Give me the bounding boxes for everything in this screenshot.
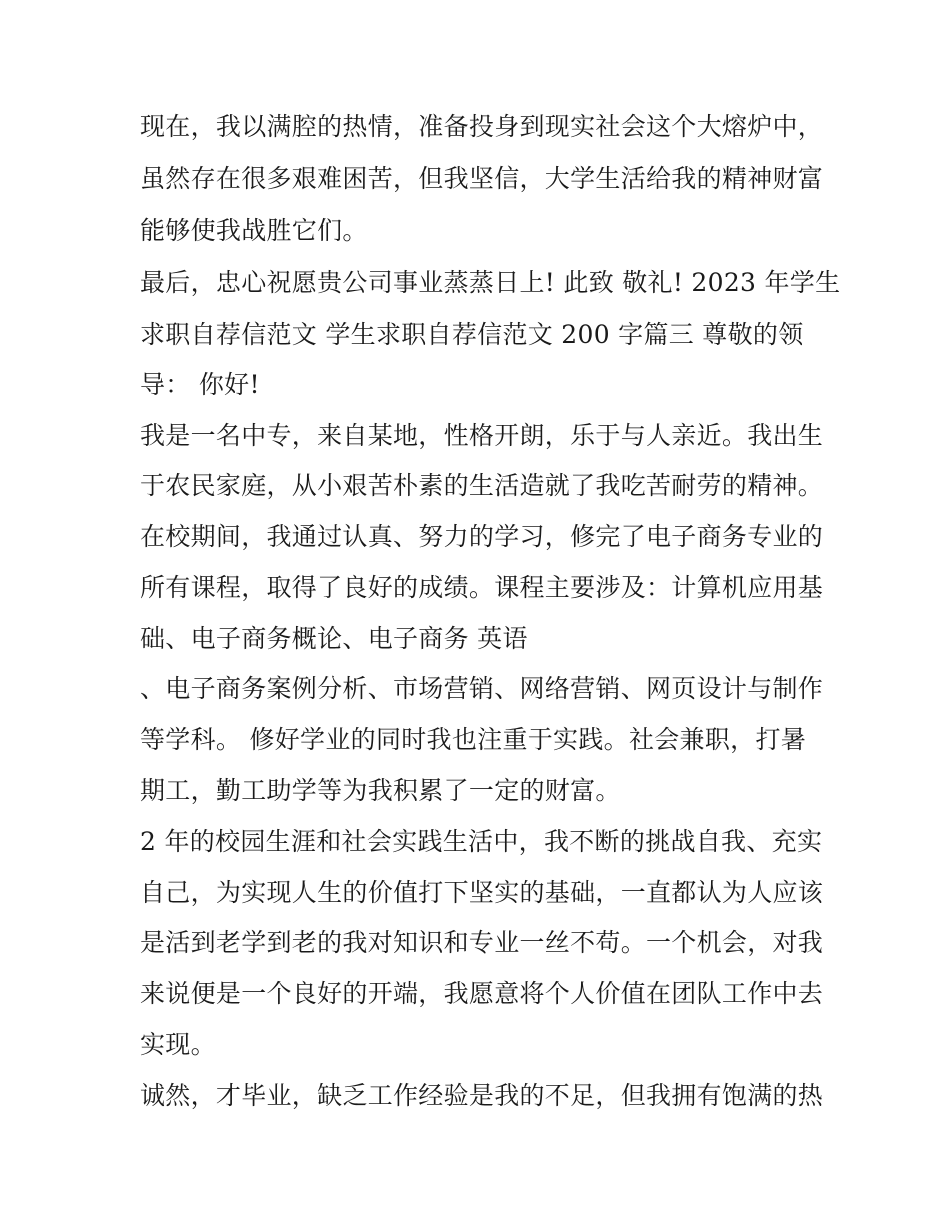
text-line: 在校期间，我通过认真、努力的学习，修完了电子商务专业的 (140, 522, 824, 551)
text-line: 2 年的校园生涯和社会实践生活中，我不断的挑战自我、充实 (140, 827, 823, 856)
text-line: 诚然，才毕业，缺乏工作经验是我的不足，但我拥有饱满的热 (140, 1081, 824, 1110)
text-line: 于农民家庭，从小艰苦朴素的生活造就了我吃苦耐劳的精神。 (140, 471, 824, 500)
text-line: 虽然存在很多艰难困苦，但我坚信，大学生活给我的精神财富 (140, 164, 824, 193)
text-line: 、电子商务案例分析、市场营销、网络营销、网页设计与制作 (140, 674, 824, 703)
text-line: 自己，为实现人生的价值打下坚实的基础，一直都认为人应该 (140, 878, 824, 907)
text-line: 所有课程，取得了良好的成绩。课程主要涉及：计算机应用基 (140, 573, 824, 602)
text-line: 现在，我以满腔的热情，准备投身到现实社会这个大熔炉中， (140, 112, 824, 141)
text-line: 等学科。 修好学业的同时我也注重于实践。社会兼职，打暑 (140, 725, 807, 754)
text-line: 础、电子商务概论、电子商务 英语 (140, 624, 528, 653)
text-line: 最后，忠心祝愿贵公司事业蒸蒸日上! 此致 敬礼! 2023 年学生 (140, 268, 841, 297)
text-line: 来说便是一个良好的开端，我愿意将个人价值在团队工作中去 (140, 979, 824, 1008)
text-line: 我是一名中专，来自某地，性格开朗，乐于与人亲近。我出生 (140, 421, 824, 450)
text-line: 导： 你好! (140, 370, 260, 399)
text-line: 是活到老学到老的我对知识和专业一丝不苟。一个机会，对我 (140, 928, 824, 957)
text-line: 期工，勤工助学等为我积累了一定的财富。 (140, 776, 621, 805)
text-line: 实现。 (140, 1030, 216, 1059)
text-line: 能够使我战胜它们。 (140, 216, 368, 245)
text-line: 求职自荐信范文 学生求职自荐信范文 200 字篇三 尊敬的领 (140, 320, 804, 349)
